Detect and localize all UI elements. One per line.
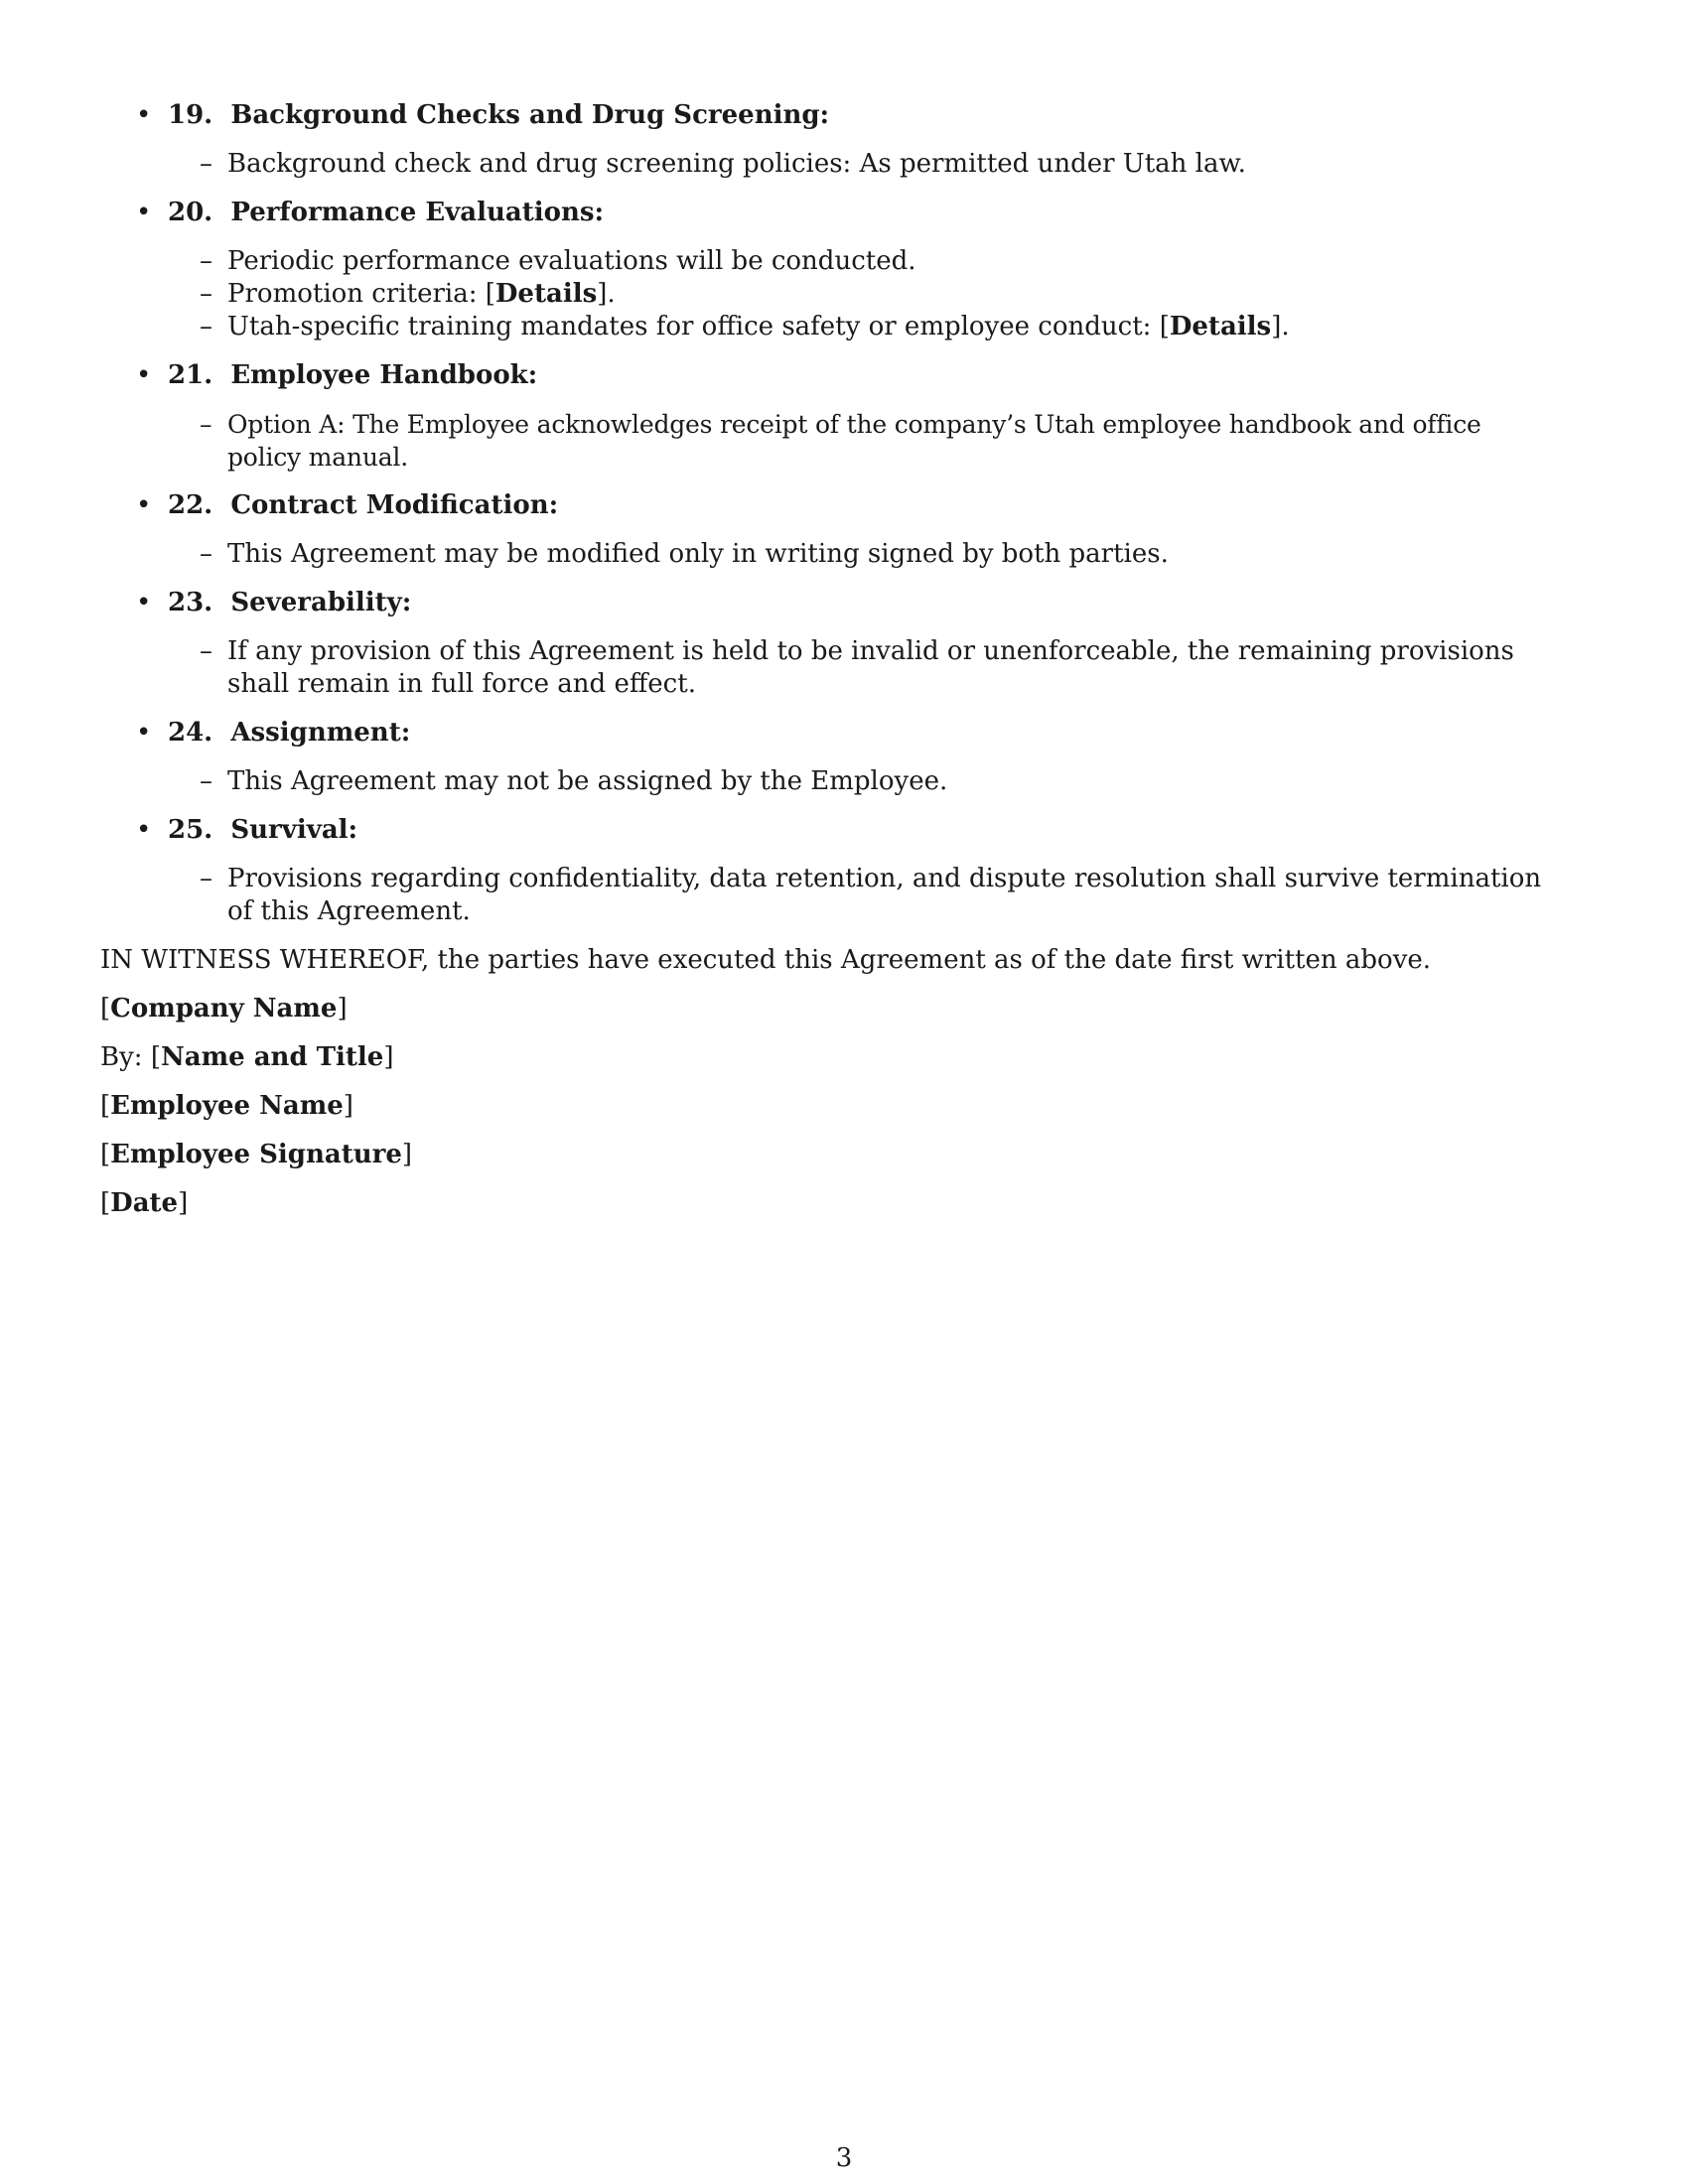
section-heading xyxy=(100,587,1590,619)
company-name: Company Name xyxy=(110,994,338,1024)
section-heading xyxy=(100,359,1590,392)
dash-icon: – xyxy=(200,766,212,796)
list-item: – Background check and drug screening policies: As permitted under Utah law. xyxy=(200,149,1246,179)
name-and-title: Name and Title xyxy=(160,1042,384,1072)
section-title: Background Checks and Drug Screening: xyxy=(230,100,830,130)
section-title: Performance Evaluations: xyxy=(230,198,605,227)
dash-icon: – xyxy=(200,864,212,893)
section-title: Contract Modification: xyxy=(230,490,559,520)
company-name-line: [Company Name] xyxy=(100,994,348,1024)
section-number: 23. xyxy=(168,588,213,617)
section-number: 19. xyxy=(168,100,213,130)
dash-icon: – xyxy=(200,410,212,439)
list-item: – This Agreement may not be assigned by the Employee. xyxy=(200,766,948,796)
dash-icon: – xyxy=(200,246,212,276)
list-item: – This Agreement may be modified only in writing signed by both parties. xyxy=(200,539,1169,569)
dash-icon: – xyxy=(200,149,212,179)
date-line: [Date] xyxy=(100,1188,189,1218)
section-heading xyxy=(100,99,1590,132)
page-number: 3 xyxy=(835,2143,853,2173)
section-number: 20. xyxy=(168,198,213,227)
dash-icon: – xyxy=(200,279,212,309)
employee-name: Employee Name xyxy=(110,1091,344,1121)
section-19 xyxy=(100,99,1590,181)
section-number: 24. xyxy=(168,718,213,748)
bullet-icon: • xyxy=(136,198,152,227)
by-label: By: xyxy=(100,1042,143,1072)
bullet-icon: • xyxy=(136,360,152,390)
dash-icon: – xyxy=(200,539,212,569)
section-heading xyxy=(100,717,1590,750)
section-title: Severability: xyxy=(230,588,412,617)
section-25 xyxy=(100,814,1590,928)
list-item: – Option A: The Employee acknowledges receipt of the company’s Utah employee handbook and office policy manual. xyxy=(200,410,1481,472)
placeholder-details: Details xyxy=(1169,312,1272,341)
placeholder-details: Details xyxy=(494,279,598,309)
employee-signature: Employee Signature xyxy=(110,1140,402,1169)
section-23 xyxy=(100,587,1590,701)
bullet-icon: • xyxy=(136,100,152,130)
list-item: – Promotion criteria: [Details]. xyxy=(200,279,616,309)
section-22 xyxy=(100,489,1590,571)
section-20 xyxy=(100,197,1590,343)
section-number: 25. xyxy=(168,815,213,845)
section-title: Survival: xyxy=(230,815,358,845)
employee-name-line: [Employee Name] xyxy=(100,1091,353,1121)
list-item: – Periodic performance evaluations will be conducted. xyxy=(200,246,916,276)
dash-icon: – xyxy=(200,312,212,341)
section-number: 21. xyxy=(168,360,213,390)
bullet-icon: • xyxy=(136,718,152,748)
bullet-icon: • xyxy=(136,588,152,617)
list-item: – If any provision of this Agreement is held to be invalid or unenforceable, the remaining provisions shall remain in full force and effect. xyxy=(200,636,1514,699)
bullet-icon: • xyxy=(136,815,152,845)
employee-signature-line: [Employee Signature] xyxy=(100,1140,413,1169)
document-page xyxy=(100,99,1590,1236)
section-21 xyxy=(100,359,1590,474)
witness-clause: IN WITNESS WHEREOF, the parties have executed this Agreement as of the date first written above. xyxy=(100,945,1432,975)
section-heading xyxy=(100,197,1590,229)
section-title: Assignment: xyxy=(230,718,411,748)
list-item: – Utah-specific training mandates for office safety or employee conduct: [Details]. xyxy=(200,312,1290,341)
list-item: – Provisions regarding confidentiality, data retention, and dispute resolution shall survive termination of this Agreement. xyxy=(200,864,1542,926)
bullet-icon: • xyxy=(136,490,152,520)
section-number: 22. xyxy=(168,490,213,520)
section-title: Employee Handbook: xyxy=(230,360,538,390)
section-heading xyxy=(100,489,1590,522)
section-heading xyxy=(100,814,1590,847)
dash-icon: – xyxy=(200,636,212,666)
by-line: By: [Name and Title] xyxy=(100,1042,394,1072)
section-24 xyxy=(100,717,1590,798)
signature-date: Date xyxy=(110,1188,179,1218)
